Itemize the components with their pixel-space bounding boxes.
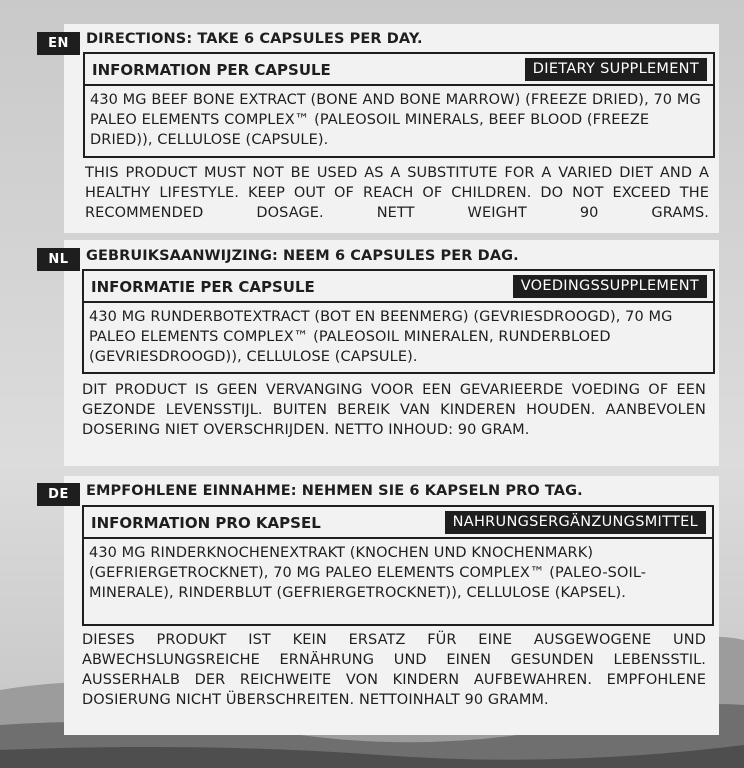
notice-de: DIESES PRODUKT IST KEIN ERSATZ FÜR EINE AUSGEWOGENE UND ABWECHSLUNGSREICHE ERNÄHRUNG UND EINEN GESUNDEN LEBENSSTIL. AUSSERHALB DER REICHWEITE VON KINDERN AUFBEWAHREN. EMPFOHLENE DOSIERUNG NICHT ÜBERSCHREITEN. NETTOINHALT 90 GRAMM. (82, 632, 706, 708)
info-box-de (82, 505, 714, 626)
directions-en: DIRECTIONS: TAKE 6 CAPSULES PER DAY. (86, 31, 423, 47)
ingredients-de: 430 MG RINDERKNOCHENEXTRAKT (KNOCHEN UND KNOCHENMARK) (GEFRIERGETROCKNET), 70 MG PALEO ELEMENTS COMPLEX™ (PALEO-SOIL-MINERALE), RINDERBLUT (GEFRIERGETROCKNET)), CELLULOSE (KAPSEL). (89, 545, 647, 601)
info-header-nl (84, 271, 713, 303)
ingredients-en: 430 MG BEEF BONE EXTRACT (BONE AND BONE MARROW) (FREEZE DRIED), 70 MG PALEO ELEMENTS COMPLEX™ (PALEOSOIL MINERALS, BEEF BLOOD (FREEZE DRIED)), CELLULOSE (CAPSULE). (90, 92, 701, 148)
ingredients-nl: 430 MG RUNDERBOTEXTRACT (BOT EN BEENMERG) (GEVRIESDROOGD), 70 MG PALEO ELEMENTS COMPLEX™ (PALEOSOIL MINERALEN, RUNDERBLOED (GEVRIESDROOGD)), CELLULOSE (CAPSULE). (89, 309, 673, 365)
directions-nl: GEBRUIKSAANWIJZING: NEEM 6 CAPSULES PER DAG. (86, 248, 519, 264)
language-tag-nl: NL (37, 248, 80, 271)
supplement-badge-de: NAHRUNGSERGÄNZUNGSMITTEL (445, 511, 706, 534)
info-box-nl (82, 269, 715, 374)
supplement-badge-en: DIETARY SUPPLEMENT (525, 58, 707, 81)
language-tag-de: DE (37, 483, 80, 506)
directions-de: EMPFOHLENE EINNAHME: NEHMEN SIE 6 KAPSELN PRO TAG. (86, 483, 583, 499)
language-tag-en: EN (37, 32, 80, 55)
info-label-en: INFORMATION PER CAPSULE (92, 61, 331, 79)
info-header-de (84, 507, 712, 539)
info-header-en (85, 54, 713, 86)
notice-en: THIS PRODUCT MUST NOT BE USED AS A SUBSTITUTE FOR A VARIED DIET AND A HEALTHY LIFESTYLE. KEEP OUT OF REACH OF CHILDREN. DO NOT EXCEED THE RECOMMENDED DOSAGE. NETT WEIGHT 90 GRAMS. (85, 165, 709, 221)
supplement-badge-nl: VOEDINGSSUPPLEMENT (513, 275, 707, 298)
notice-nl: DIT PRODUCT IS GEEN VERVANGING VOOR EEN GEVARIEERDE VOEDING OF EEN GEZONDE LEVENSSTIJL. BUITEN BEREIK VAN KINDEREN HOUDEN. AANBEVOLEN DOSERING NIET OVERSCHRIJDEN. NETTO INHOUD: 90 GRAM. (82, 382, 706, 438)
info-label-nl: INFORMATIE PER CAPSULE (91, 278, 315, 296)
info-label-de: INFORMATION PRO KAPSEL (91, 514, 321, 532)
info-box-en (83, 52, 715, 158)
